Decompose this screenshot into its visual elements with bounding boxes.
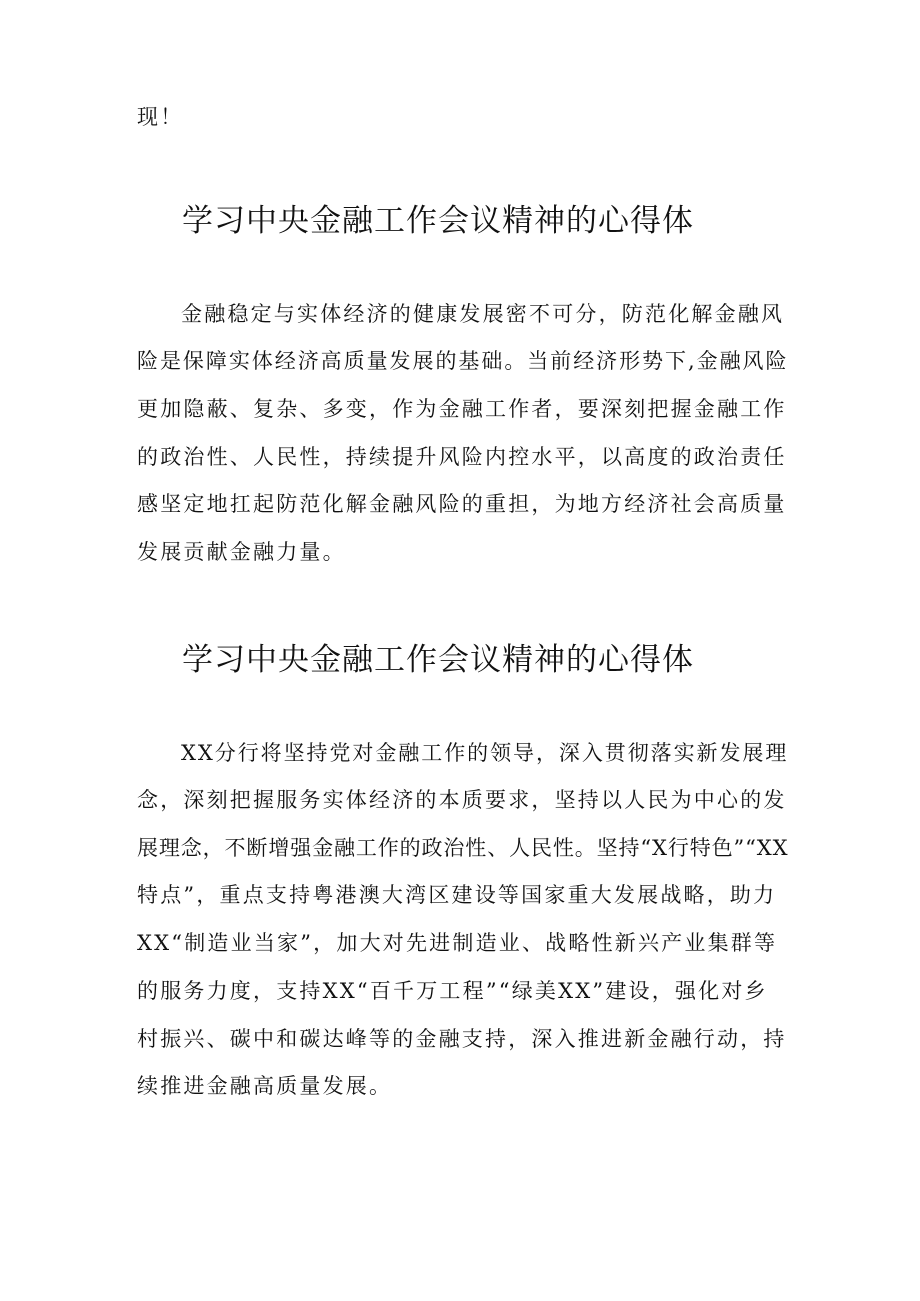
paragraph-line: 特点”，重点支持粤港澳大湾区建设等国家重大发展战略，助力 <box>137 883 777 907</box>
paragraph-line: 感坚定地扛起防范化解金融风险的重担，为地方经济社会高质量 <box>137 492 787 516</box>
paragraph-line: 发展贡献金融力量。 <box>137 540 346 564</box>
paragraph-line: 的政治性、人民性，持续提升风险内控水平，以高度的政治责任 <box>137 445 787 469</box>
section-2-title: 学习中央金融工作会议精神的心得体 <box>182 642 694 678</box>
paragraph-line: 村振兴、碳中和碳达峰等的金融支持，深入推进新金融行动，持 <box>137 1027 787 1051</box>
paragraph-line: 续推进金融高质量发展。 <box>137 1074 393 1098</box>
paragraph-line: 金融稳定与实体经济的健康发展密不可分，防范化解金融风 <box>181 302 785 326</box>
paragraph-line: XX“制造业当家”，加大对先进制造业、战略性新兴产业集群等 <box>137 931 778 955</box>
paragraph-line: 的服务力度，支持XX“百千万工程”“绿美XX”建设，强化对乡 <box>137 979 768 1003</box>
paragraph-line: 展理念，不断增强金融工作的政治性、人民性。坚持“X行特色”“XX <box>137 836 789 860</box>
section-1-title: 学习中央金融工作会议精神的心得体 <box>182 203 694 239</box>
paragraph-line: 险是保障实体经济高质量发展的基础。当前经济形势下,金融风险 <box>137 349 789 373</box>
paragraph-line: XX分行将坚持党对金融工作的领导，深入贯彻落实新发展理 <box>181 741 789 765</box>
carryover-text: 现！ <box>137 105 184 129</box>
paragraph-line: 念，深刻把握服务实体经济的本质要求，坚持以人民为中心的发 <box>137 788 787 812</box>
paragraph-line: 更加隐蔽、复杂、多变，作为金融工作者，要深刻把握金融工作 <box>137 397 787 421</box>
